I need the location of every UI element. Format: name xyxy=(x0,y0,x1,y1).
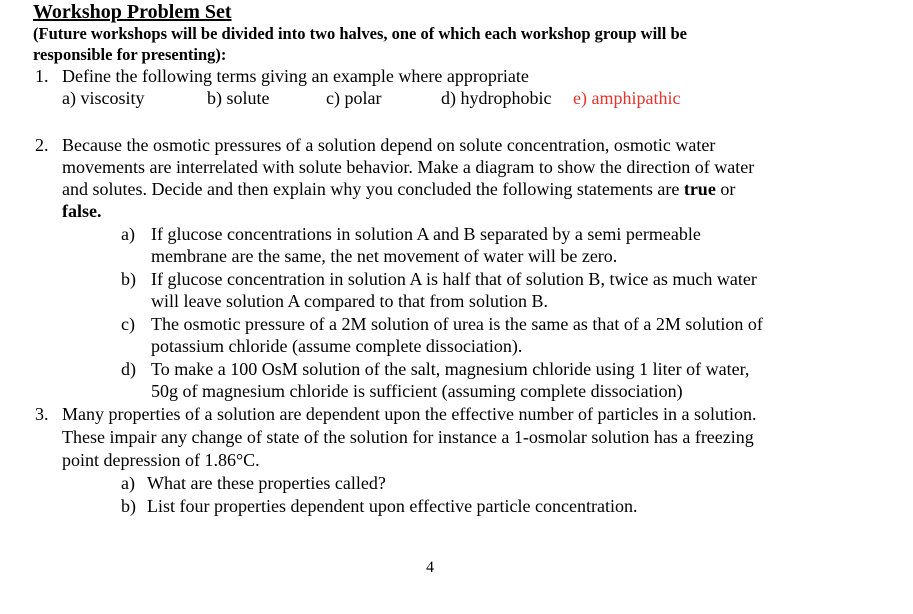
question-3-number: 3. xyxy=(35,404,49,424)
term-polar: c) polar xyxy=(326,88,382,108)
q3-part-b-marker: b) xyxy=(121,496,136,516)
q2-part-c-line-1: The osmotic pressure of a 2M solution of urea is the same as that of a 2M solution of xyxy=(151,314,763,334)
q2-part-b-line-2: will leave solution A compared to that from solution B. xyxy=(151,291,548,311)
question-1-number: 1. xyxy=(35,66,49,86)
question-2-number: 2. xyxy=(35,135,49,155)
q3-part-b-text: List four properties dependent upon effective particle concentration. xyxy=(147,496,638,516)
q2-part-a-line-1: If glucose concentrations in solution A and B separated by a semi permeable xyxy=(151,224,701,244)
subtitle-line-2: responsible for presenting): xyxy=(33,45,227,64)
question-2-line-1: Because the osmotic pressures of a solution depend on solute concentration, osmotic water xyxy=(62,135,716,155)
question-2-line-3-text: and solutes. Decide and then explain why you concluded the following statements are xyxy=(62,179,680,199)
q2-part-a-marker: a) xyxy=(121,224,135,244)
q2-part-c-line-2: potassium chloride (assume complete dissociation). xyxy=(151,336,523,356)
question-1-text: Define the following terms giving an example where appropriate xyxy=(62,66,529,86)
document-title: Workshop Problem Set xyxy=(33,1,232,23)
term-amphipathic: e) amphipathic xyxy=(573,88,681,108)
term-hydrophobic: d) hydrophobic xyxy=(441,88,552,108)
q2-part-d-line-1: To make a 100 OsM solution of the salt, magnesium chloride using 1 liter of water, xyxy=(151,359,750,379)
q2-part-a-line-2: membrane are the same, the net movement of water will be zero. xyxy=(151,246,618,266)
question-2-line-3 xyxy=(62,178,735,200)
or-word: or xyxy=(720,179,736,199)
subtitle-line-1: (Future workshops will be divided into two halves, one of which each workshop group will be xyxy=(33,24,687,43)
q2-part-b-marker: b) xyxy=(121,269,136,289)
term-solute: b) solute xyxy=(207,88,270,108)
q3-part-a-text: What are these properties called? xyxy=(147,473,386,493)
question-3-line-3: point depression of 1.86°C. xyxy=(62,450,260,470)
page-number: 4 xyxy=(426,559,434,576)
term-viscosity: a) viscosity xyxy=(62,88,145,108)
false-word: false. xyxy=(62,201,102,221)
q2-part-d-line-2: 50g of magnesium chloride is sufficient (assuming complete dissociation) xyxy=(151,381,683,401)
question-2-line-2: movements are interrelated with solute behavior. Make a diagram to show the direction of water xyxy=(62,157,755,177)
question-3-line-1: Many properties of a solution are dependent upon the effective number of particles in a solution. xyxy=(62,404,757,424)
q2-part-b-line-1: If glucose concentration in solution A is half that of solution B, twice as much water xyxy=(151,269,757,289)
q2-part-c-marker: c) xyxy=(121,314,135,334)
question-3-line-2: These impair any change of state of the solution for instance a 1-osmolar solution has a freezing xyxy=(62,427,754,447)
q3-part-a-marker: a) xyxy=(121,473,135,493)
q2-part-d-marker: d) xyxy=(121,359,136,379)
true-word: true xyxy=(683,179,716,199)
